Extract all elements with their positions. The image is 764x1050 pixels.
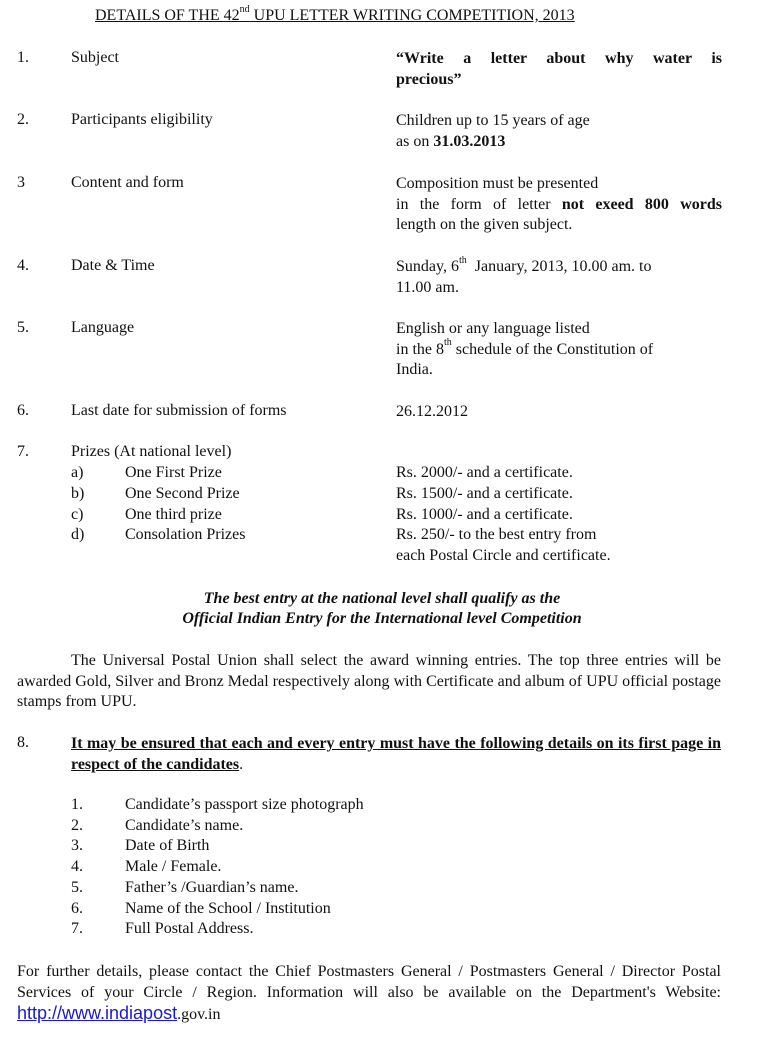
prize-name: One Second Prize <box>125 485 240 502</box>
item-8-trailing: . <box>239 755 244 773</box>
content-line-2 <box>396 195 722 216</box>
detail-text: Male / Female. <box>125 858 222 875</box>
prize-name: One third prize <box>125 506 222 523</box>
page-title <box>95 3 575 25</box>
detail-text: Name of the School / Institution <box>125 900 331 917</box>
language-prefix: in the 8 <box>396 340 444 358</box>
prize-letter: a) <box>71 464 84 481</box>
prize-letter: c) <box>71 506 84 523</box>
content-line-1: Composition must be presented <box>396 175 599 192</box>
date-suffix: January, 2013, 10.00 am. to <box>466 258 652 275</box>
item-label-last-date: Last date for submission of forms <box>71 402 287 419</box>
prize-letter: b) <box>71 485 85 502</box>
subject-line-2: precious” <box>396 70 462 88</box>
language-line-3: India. <box>396 361 433 378</box>
detail-number: 5. <box>71 879 83 896</box>
item-8-underlined-text: It may be ensured that each and every entry must have the following details on its first page in respect of the candidates <box>71 735 721 773</box>
detail-text: Date of Birth <box>125 837 210 854</box>
item-number: 7. <box>17 443 29 460</box>
prize-value: Rs. 2000/- and a certificate. <box>396 464 573 481</box>
item-number: 3 <box>17 174 25 191</box>
detail-text: Father’s /Guardian’s name. <box>125 879 299 896</box>
date-prefix: Sunday, 6 <box>396 258 459 275</box>
item-value-subject <box>396 49 722 90</box>
highlight-line-1: The best entry at the national level shall qualify as the <box>203 590 561 607</box>
item-value-language <box>396 319 722 381</box>
item-label-eligibility: Participants eligibility <box>71 111 213 128</box>
item-number: 5. <box>17 319 29 336</box>
footer-text: For further details, please contact the Chief Postmasters General / Postmasters General / Director Postal Services of your Circle / Region. Information will also be available on the Department's Website: <box>17 963 721 1001</box>
item-label-subject: Subject <box>71 49 119 66</box>
highlight-line-2: Official Indian Entry for the International level Competition <box>182 610 582 627</box>
language-line-2 <box>396 337 722 361</box>
item-8-instruction <box>71 734 721 775</box>
item-value-eligibility <box>396 111 722 152</box>
language-line-1: English or any language listed <box>396 320 590 337</box>
prize-name: Consolation Prizes <box>125 526 246 543</box>
title-suffix: UPU LETTER WRITING COMPETITION, 2013 <box>249 7 575 24</box>
detail-number: 3. <box>71 837 83 854</box>
item-label-language: Language <box>71 319 135 336</box>
upu-paragraph-text: The Universal Postal Union shall select the award winning entries. The top three entries will be awarded Gold, Silver and Bronz Medal respectively along with Certificate and album of UPU official postage stamps from UPU. <box>17 652 721 710</box>
detail-number: 1. <box>71 796 83 813</box>
item-label-date-time: Date & Time <box>71 257 155 274</box>
content-prefix: in the form of letter <box>396 195 562 213</box>
title-prefix: DETAILS OF THE 42 <box>95 7 240 24</box>
content-word-limit: not exeed 800 words <box>561 195 722 213</box>
detail-text: Full Postal Address. <box>125 920 254 937</box>
item-number: 8. <box>17 734 29 751</box>
eligibility-prefix: as on <box>396 132 434 150</box>
content-line-3: length on the given subject. <box>396 216 573 233</box>
upu-paragraph <box>17 651 721 713</box>
indiapost-link[interactable]: http://www.indiapost <box>17 1003 178 1023</box>
item-value-last-date: 26.12.2012 <box>396 403 468 420</box>
prize-name: One First Prize <box>125 464 222 481</box>
language-suffix: schedule of the Constitution of <box>451 340 654 358</box>
item-number: 4. <box>17 257 29 274</box>
detail-text: Candidate’s name. <box>125 817 244 834</box>
detail-text: Candidate’s passport size photograph <box>125 796 364 813</box>
eligibility-date: 31.03.2013 <box>433 132 506 150</box>
item-number: 2. <box>17 111 29 128</box>
footer-paragraph <box>17 962 721 1026</box>
date-line-2: 11.00 am. <box>396 278 459 296</box>
date-line-1 <box>396 254 722 278</box>
title-superscript: nd <box>239 3 250 15</box>
link-suffix: .gov.in <box>177 1006 221 1023</box>
detail-number: 6. <box>71 900 83 917</box>
date-superscript: th <box>458 254 467 266</box>
eligibility-line-2 <box>396 132 722 153</box>
item-number: 6. <box>17 402 29 419</box>
item-label-prizes: Prizes (At national level) <box>71 443 232 460</box>
prize-letter: d) <box>71 526 85 543</box>
prize-value: Rs. 1000/- and a certificate. <box>396 506 573 523</box>
prize-value-continued: each Postal Circle and certificate. <box>396 547 611 564</box>
eligibility-line-1: Children up to 15 years of age <box>396 112 590 129</box>
item-label-content: Content and form <box>71 174 184 191</box>
subject-line-1: “Write a letter about why water is <box>396 50 722 67</box>
prize-value: Rs. 250/- to the best entry from <box>396 526 597 543</box>
prize-value: Rs. 1500/- and a certificate. <box>396 485 573 502</box>
detail-number: 4. <box>71 858 83 875</box>
detail-number: 7. <box>71 920 83 937</box>
item-value-content <box>396 174 722 236</box>
language-superscript: th <box>444 337 452 349</box>
item-number: 1. <box>17 49 29 66</box>
item-value-date-time <box>396 254 722 298</box>
detail-number: 2. <box>71 817 83 834</box>
